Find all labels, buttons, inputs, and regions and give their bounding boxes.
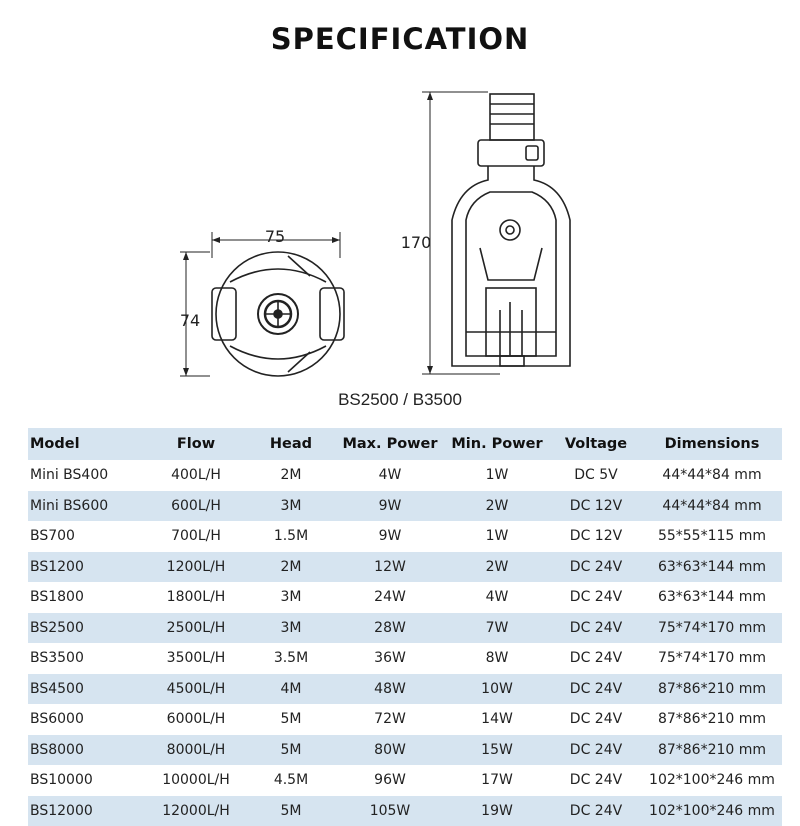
column-header: Flow <box>146 428 246 460</box>
table-row <box>28 460 782 491</box>
table-cell: BS3500 <box>28 643 146 674</box>
column-header: Dimensions <box>642 428 782 460</box>
table-cell: 4.5M <box>246 765 336 796</box>
table-cell: Mini BS400 <box>28 460 146 491</box>
table-cell: 700L/H <box>146 521 246 552</box>
table-cell: DC 24V <box>550 643 642 674</box>
table-row <box>28 613 782 644</box>
table-cell: 44*44*84 mm <box>642 491 782 522</box>
table-cell: 4500L/H <box>146 674 246 705</box>
table-cell: 1.5M <box>246 521 336 552</box>
table-cell: DC 24V <box>550 735 642 766</box>
table-row <box>28 735 782 766</box>
table-cell: Mini BS600 <box>28 491 146 522</box>
diagram-caption: BS2500 / B3500 <box>300 390 500 410</box>
table-cell: 75*74*170 mm <box>642 643 782 674</box>
pump-diagram <box>170 80 590 420</box>
table-cell: DC 5V <box>550 460 642 491</box>
table-cell: 15W <box>444 735 550 766</box>
table-cell: 96W <box>336 765 444 796</box>
table-cell: 87*86*210 mm <box>642 735 782 766</box>
table-row <box>28 765 782 796</box>
table-row <box>28 521 782 552</box>
table-cell: 9W <box>336 521 444 552</box>
table-cell: 4W <box>336 460 444 491</box>
column-header: Min. Power <box>444 428 550 460</box>
table-cell: 4W <box>444 582 550 613</box>
table-cell: 2M <box>246 552 336 583</box>
side-view-drawing <box>422 92 570 374</box>
table-cell: BS1800 <box>28 582 146 613</box>
table-row <box>28 582 782 613</box>
table-cell: 3M <box>246 582 336 613</box>
table-cell: 1W <box>444 521 550 552</box>
column-header: Max. Power <box>336 428 444 460</box>
table-cell: DC 24V <box>550 552 642 583</box>
table-row <box>28 704 782 735</box>
table-cell: DC 24V <box>550 765 642 796</box>
table-cell: DC 24V <box>550 704 642 735</box>
table-cell: 3M <box>246 491 336 522</box>
width-label: 75 <box>265 227 285 246</box>
table-cell: BS8000 <box>28 735 146 766</box>
table-cell: 75*74*170 mm <box>642 613 782 644</box>
table-cell: BS12000 <box>28 796 146 826</box>
table-cell: 2W <box>444 491 550 522</box>
table-cell: 36W <box>336 643 444 674</box>
table-row <box>28 796 782 826</box>
table-cell: 5M <box>246 735 336 766</box>
page-title: SPECIFICATION <box>0 22 800 56</box>
table-cell: 55*55*115 mm <box>642 521 782 552</box>
column-header: Model <box>28 428 146 460</box>
table-cell: 7W <box>444 613 550 644</box>
table-row <box>28 674 782 705</box>
table-cell: 3M <box>246 613 336 644</box>
table-cell: DC 24V <box>550 613 642 644</box>
table-cell: BS10000 <box>28 765 146 796</box>
table-cell: 2M <box>246 460 336 491</box>
table-cell: DC 12V <box>550 491 642 522</box>
table-cell: 12000L/H <box>146 796 246 826</box>
table-cell: 2W <box>444 552 550 583</box>
table-cell: 102*100*246 mm <box>642 765 782 796</box>
table-cell: 24W <box>336 582 444 613</box>
table-cell: 48W <box>336 674 444 705</box>
table-header-row <box>28 428 782 460</box>
depth-label: 74 <box>180 311 200 330</box>
table-cell: 102*100*246 mm <box>642 796 782 826</box>
table-cell: 8000L/H <box>146 735 246 766</box>
table-cell: 3500L/H <box>146 643 246 674</box>
table-row <box>28 491 782 522</box>
table-cell: BS700 <box>28 521 146 552</box>
table-cell: 12W <box>336 552 444 583</box>
table-cell: 105W <box>336 796 444 826</box>
specification-table <box>28 428 782 826</box>
table-row <box>28 552 782 583</box>
table-cell: 1200L/H <box>146 552 246 583</box>
table-cell: DC 24V <box>550 796 642 826</box>
table-cell: 1W <box>444 460 550 491</box>
table-cell: 63*63*144 mm <box>642 582 782 613</box>
table-cell: 9W <box>336 491 444 522</box>
table-cell: BS2500 <box>28 613 146 644</box>
table-cell: 600L/H <box>146 491 246 522</box>
table-cell: 8W <box>444 643 550 674</box>
table-cell: BS6000 <box>28 704 146 735</box>
table-cell: 10W <box>444 674 550 705</box>
table-cell: 80W <box>336 735 444 766</box>
table-cell: BS1200 <box>28 552 146 583</box>
table-cell: 5M <box>246 796 336 826</box>
table-cell: DC 12V <box>550 521 642 552</box>
table-cell: 1800L/H <box>146 582 246 613</box>
table-cell: 87*86*210 mm <box>642 674 782 705</box>
table-cell: 10000L/H <box>146 765 246 796</box>
table-cell: 44*44*84 mm <box>642 460 782 491</box>
table-cell: DC 24V <box>550 582 642 613</box>
table-cell: 3.5M <box>246 643 336 674</box>
table-cell: 6000L/H <box>146 704 246 735</box>
table-cell: 28W <box>336 613 444 644</box>
table-row <box>28 643 782 674</box>
table-cell: 63*63*144 mm <box>642 552 782 583</box>
top-view-drawing <box>180 232 344 376</box>
table-cell: BS4500 <box>28 674 146 705</box>
table-cell: 4M <box>246 674 336 705</box>
table-cell: 17W <box>444 765 550 796</box>
height-label: 170 <box>401 233 432 252</box>
table-cell: 5M <box>246 704 336 735</box>
table-cell: 400L/H <box>146 460 246 491</box>
column-header: Head <box>246 428 336 460</box>
table-cell: 14W <box>444 704 550 735</box>
column-header: Voltage <box>550 428 642 460</box>
table-cell: 87*86*210 mm <box>642 704 782 735</box>
table-cell: 19W <box>444 796 550 826</box>
table-cell: 72W <box>336 704 444 735</box>
table-cell: 2500L/H <box>146 613 246 644</box>
table-cell: DC 24V <box>550 674 642 705</box>
